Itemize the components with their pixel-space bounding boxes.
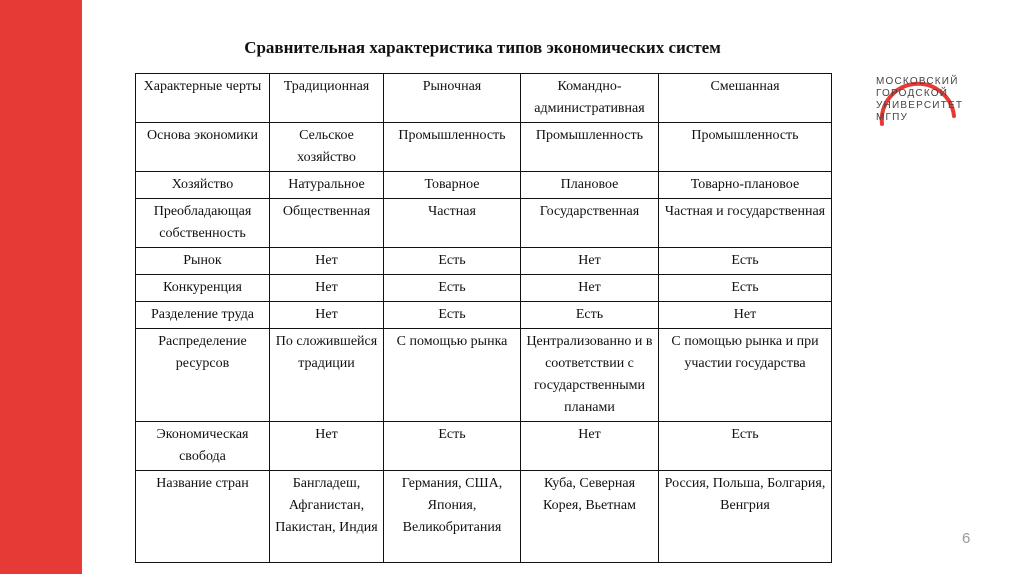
- table-cell: Нет: [270, 248, 384, 275]
- table-cell: Плановое: [521, 172, 659, 199]
- row-label: Экономическая свобода: [136, 422, 270, 471]
- left-accent-bar: [0, 0, 82, 574]
- row-label: Распределение ресурсов: [136, 329, 270, 422]
- table-cell: Централизованно и в соответствии с государственными планами: [521, 329, 659, 422]
- table-cell: Есть: [384, 422, 521, 471]
- table-cell: Куба, Северная Корея, Вьетнам: [521, 471, 659, 563]
- page-number: 6: [962, 530, 971, 547]
- logo-line: ГОРОДСКОЙ: [876, 88, 949, 99]
- table-cell: Есть: [659, 422, 832, 471]
- header-cell: Командно-административная: [521, 74, 659, 123]
- table-cell: Есть: [659, 248, 832, 275]
- table-cell: Есть: [384, 302, 521, 329]
- logo-line: УНИВЕРСИТЕТ: [876, 100, 964, 111]
- table-row: [136, 329, 832, 422]
- header-cell: Рыночная: [384, 74, 521, 123]
- table-cell: Есть: [384, 275, 521, 302]
- table-cell: Сельское хозяйство: [270, 123, 384, 172]
- table-cell: Государственная: [521, 199, 659, 248]
- header-cell: Традиционная: [270, 74, 384, 123]
- table-cell: Россия, Польша, Болгария, Венгрия: [659, 471, 832, 563]
- table-header-row: [136, 74, 832, 123]
- row-label: Разделение труда: [136, 302, 270, 329]
- header-cell: Смешанная: [659, 74, 832, 123]
- table-cell: Общественная: [270, 199, 384, 248]
- row-label: Название стран: [136, 471, 270, 563]
- row-label: Преобладающая собственность: [136, 199, 270, 248]
- table-row: [136, 275, 832, 302]
- table-row: [136, 248, 832, 275]
- table-cell: Бангладеш, Афганистан, Пакистан, Индия: [270, 471, 384, 563]
- table-row: [136, 422, 832, 471]
- table-cell: Нет: [521, 275, 659, 302]
- row-label: Хозяйство: [136, 172, 270, 199]
- table-cell: Нет: [270, 422, 384, 471]
- header-cell: Характерные черты: [136, 74, 270, 123]
- slide-title: Сравнительная характеристика типов экономических систем: [244, 38, 721, 57]
- table-cell: Есть: [659, 275, 832, 302]
- table-cell: С помощью рынка и при участии государства: [659, 329, 832, 422]
- table-cell: Промышленность: [659, 123, 832, 172]
- comparison-table: [135, 73, 832, 563]
- table-cell: Есть: [384, 248, 521, 275]
- table-row: [136, 172, 832, 199]
- university-logo: [876, 76, 963, 124]
- table-cell: Промышленность: [521, 123, 659, 172]
- table-row: [136, 123, 832, 172]
- table-cell: Нет: [521, 422, 659, 471]
- row-label: Конкуренция: [136, 275, 270, 302]
- logo-line: МОСКОВСКИЙ: [876, 76, 959, 87]
- table-cell: По сложившейся традиции: [270, 329, 384, 422]
- row-label: Основа экономики: [136, 123, 270, 172]
- table-cell: Германия, США, Япония, Великобритания: [384, 471, 521, 563]
- table-cell: С помощью рынка: [384, 329, 521, 422]
- table-cell: Есть: [521, 302, 659, 329]
- table-cell: Натуральное: [270, 172, 384, 199]
- table-cell: Товарное: [384, 172, 521, 199]
- table-cell: Нет: [270, 275, 384, 302]
- table-row: [136, 471, 832, 563]
- logo-line: МГПУ: [876, 112, 909, 123]
- table-row: [136, 302, 832, 329]
- table-cell: Товарно-плановое: [659, 172, 832, 199]
- row-label: Рынок: [136, 248, 270, 275]
- table-row: [136, 199, 832, 248]
- table-cell: Нет: [270, 302, 384, 329]
- table-cell: Нет: [659, 302, 832, 329]
- table-cell: Промышленность: [384, 123, 521, 172]
- table-cell: Частная: [384, 199, 521, 248]
- table-cell: Нет: [521, 248, 659, 275]
- table-cell: Частная и государственная: [659, 199, 832, 248]
